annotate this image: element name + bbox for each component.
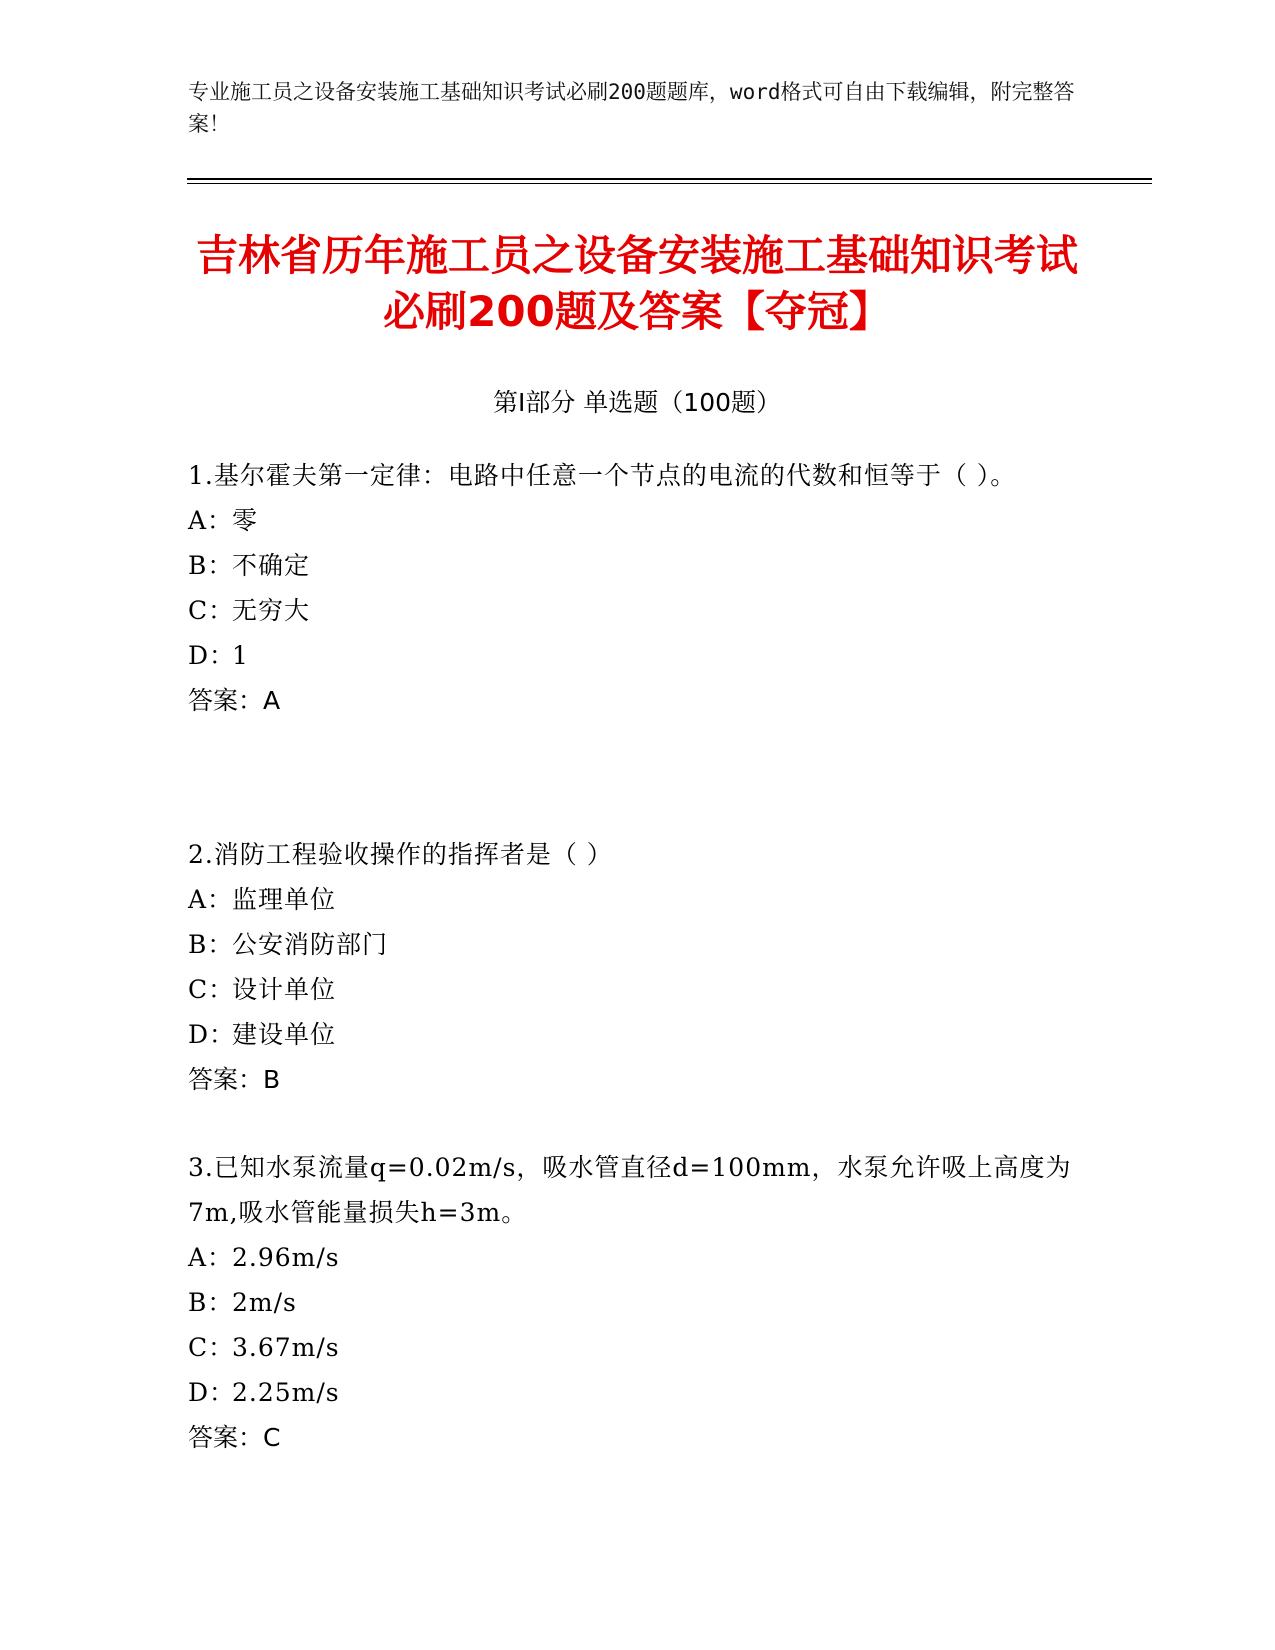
answer: 答案：A: [188, 686, 281, 715]
option-text: 不确定: [232, 551, 311, 580]
option-letter: B：: [188, 551, 234, 580]
option-text: 1: [232, 641, 249, 670]
option-letter: C：: [188, 1333, 235, 1362]
option-text: 建设单位: [232, 1020, 337, 1049]
answer: 答案：C: [188, 1423, 281, 1452]
option-letter: C：: [188, 596, 235, 625]
option-a: [188, 877, 1088, 922]
header-rule-thick: [187, 178, 1152, 180]
section-title: 第Ⅰ部分 单选题（100题）: [492, 388, 782, 417]
option-text: 设计单位: [232, 975, 337, 1004]
question-2: [188, 832, 1088, 1102]
option-b: [188, 543, 1088, 588]
option-letter: B：: [188, 930, 234, 959]
question-stem: 2.消防工程验收操作的指挥者是（ ）: [188, 840, 613, 869]
option-text: 3.67m/s: [232, 1333, 340, 1362]
option-text: 公安消防部门: [232, 930, 389, 959]
option-text: 零: [232, 506, 259, 535]
option-text: 监理单位: [232, 885, 337, 914]
option-d: [188, 633, 1088, 678]
question-stem: 1.基尔霍夫第一定律：电路中任意一个节点的电流的代数和恒等于（ ）。: [188, 461, 1017, 490]
option-text: 2.96m/s: [232, 1243, 340, 1272]
option-c: [188, 967, 1088, 1012]
answer: 答案：B: [188, 1065, 281, 1094]
question-stem: 3.已知水泵流量q=0.02m/s，吸水管直径d=100mm，水泵允许吸上高度为7m,吸水管能量损失h=3m。: [188, 1153, 1072, 1227]
option-c: [188, 588, 1088, 633]
option-letter: D：: [188, 1020, 236, 1049]
option-letter: A：: [188, 506, 234, 535]
option-letter: D：: [188, 641, 236, 670]
option-letter: B：: [188, 1288, 234, 1317]
option-letter: D：: [188, 1378, 236, 1407]
option-text: 无穷大: [232, 596, 311, 625]
option-c: [188, 1325, 1088, 1370]
option-letter: C：: [188, 975, 235, 1004]
option-a: [188, 498, 1088, 543]
option-d: [188, 1012, 1088, 1057]
header-rule-thin: [187, 183, 1152, 184]
option-letter: A：: [188, 1243, 234, 1272]
option-b: [188, 922, 1088, 967]
option-d: [188, 1370, 1088, 1415]
option-letter: A：: [188, 885, 234, 914]
header-note: 专业施工员之设备安装施工基础知识考试必刷200题题库，word格式可自由下载编辑，附完整答案！: [188, 80, 1075, 136]
document-title: 吉林省历年施工员之设备安装施工基础知识考试必刷200题及答案【夺冠】: [195, 231, 1078, 336]
question-1: [188, 453, 1088, 723]
question-3: [188, 1145, 1088, 1460]
option-b: [188, 1280, 1088, 1325]
option-text: 2.25m/s: [232, 1378, 340, 1407]
option-a: [188, 1235, 1088, 1280]
option-text: 2m/s: [232, 1288, 297, 1317]
